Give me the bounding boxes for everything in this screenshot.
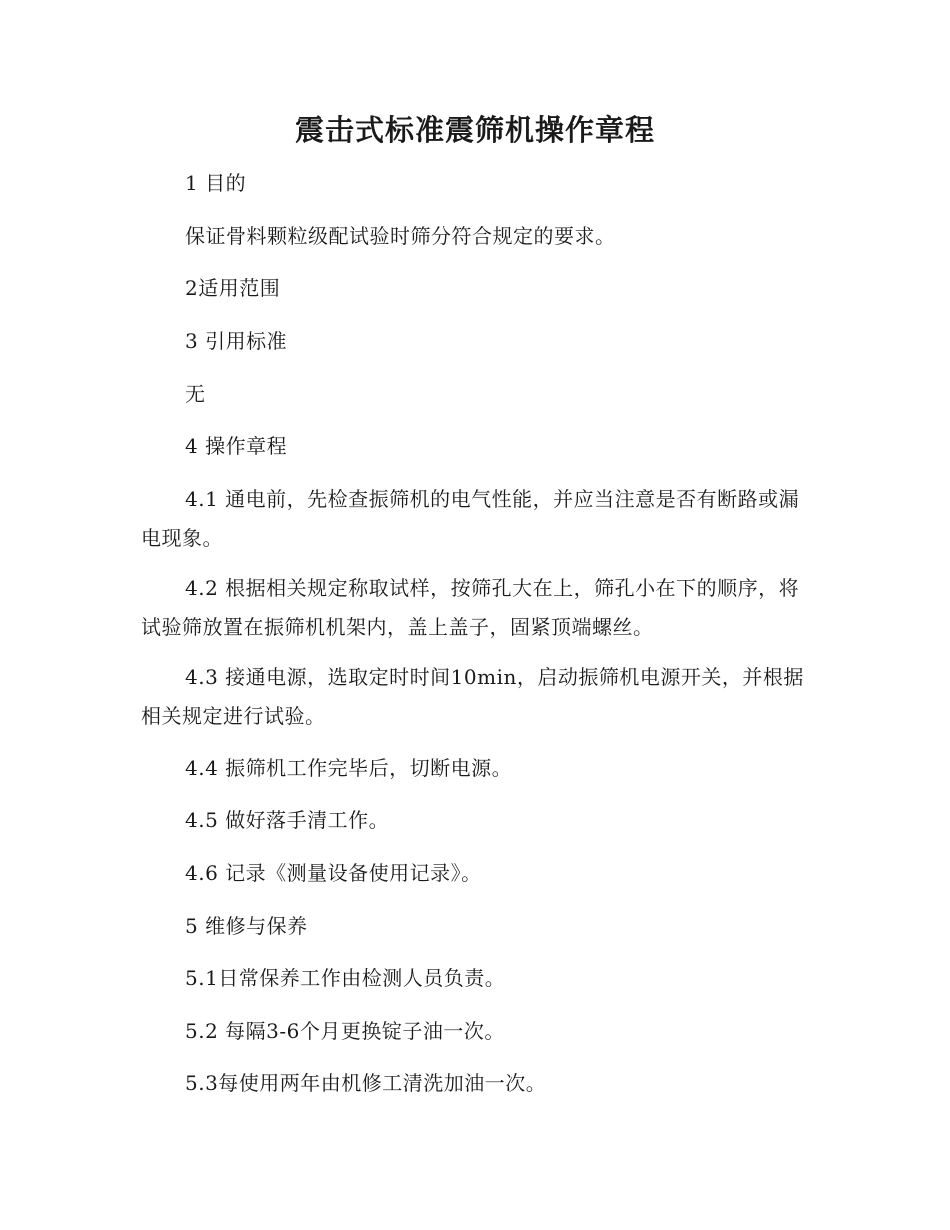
maintenance-step-5-3: 5.3每使用两年由机修工清洗加油一次。 <box>185 1071 547 1095</box>
operation-step-4-4: 4.4 振筛机工作完毕后，切断电源。 <box>185 756 513 780</box>
section-heading-scope: 2适用范围 <box>185 276 281 300</box>
section-heading-purpose: 1 目的 <box>185 171 247 195</box>
section-heading-maintenance: 5 维修与保养 <box>185 914 308 938</box>
operation-step-4-5: 4.5 做好落手清工作。 <box>185 808 390 832</box>
operation-step-4-1: 4.1 通电前，先检查振筛机的电气性能，并应当注意是否有断路或漏电现象。 <box>141 487 800 550</box>
operation-step-4-6: 4.6 记录《测量设备使用记录》。 <box>185 861 482 885</box>
reference-text: 无 <box>185 382 206 406</box>
document-title: 震击式标准震筛机操作章程 <box>294 113 655 147</box>
operation-step-4-3: 4.3 接通电源，选取定时时间10min，启动振筛机电源开关，并根据相关规定进行试验。 <box>141 665 804 728</box>
section-heading-reference: 3 引用标准 <box>185 329 288 353</box>
section-heading-operation: 4 操作章程 <box>185 434 288 458</box>
operation-step-4-2: 4.2 根据相关规定称取试样，按筛孔大在上，筛孔小在下的顺序，将试验筛放置在振筛机机架内，盖上盖子，固紧顶端螺丝。 <box>141 576 800 639</box>
maintenance-step-5-1: 5.1日常保养工作由检测人员负责。 <box>185 966 506 990</box>
maintenance-step-5-2: 5.2 每隔3-6个月更换锭子油一次。 <box>185 1019 505 1043</box>
purpose-text: 保证骨料颗粒级配试验时筛分符合规定的要求。 <box>185 224 616 248</box>
